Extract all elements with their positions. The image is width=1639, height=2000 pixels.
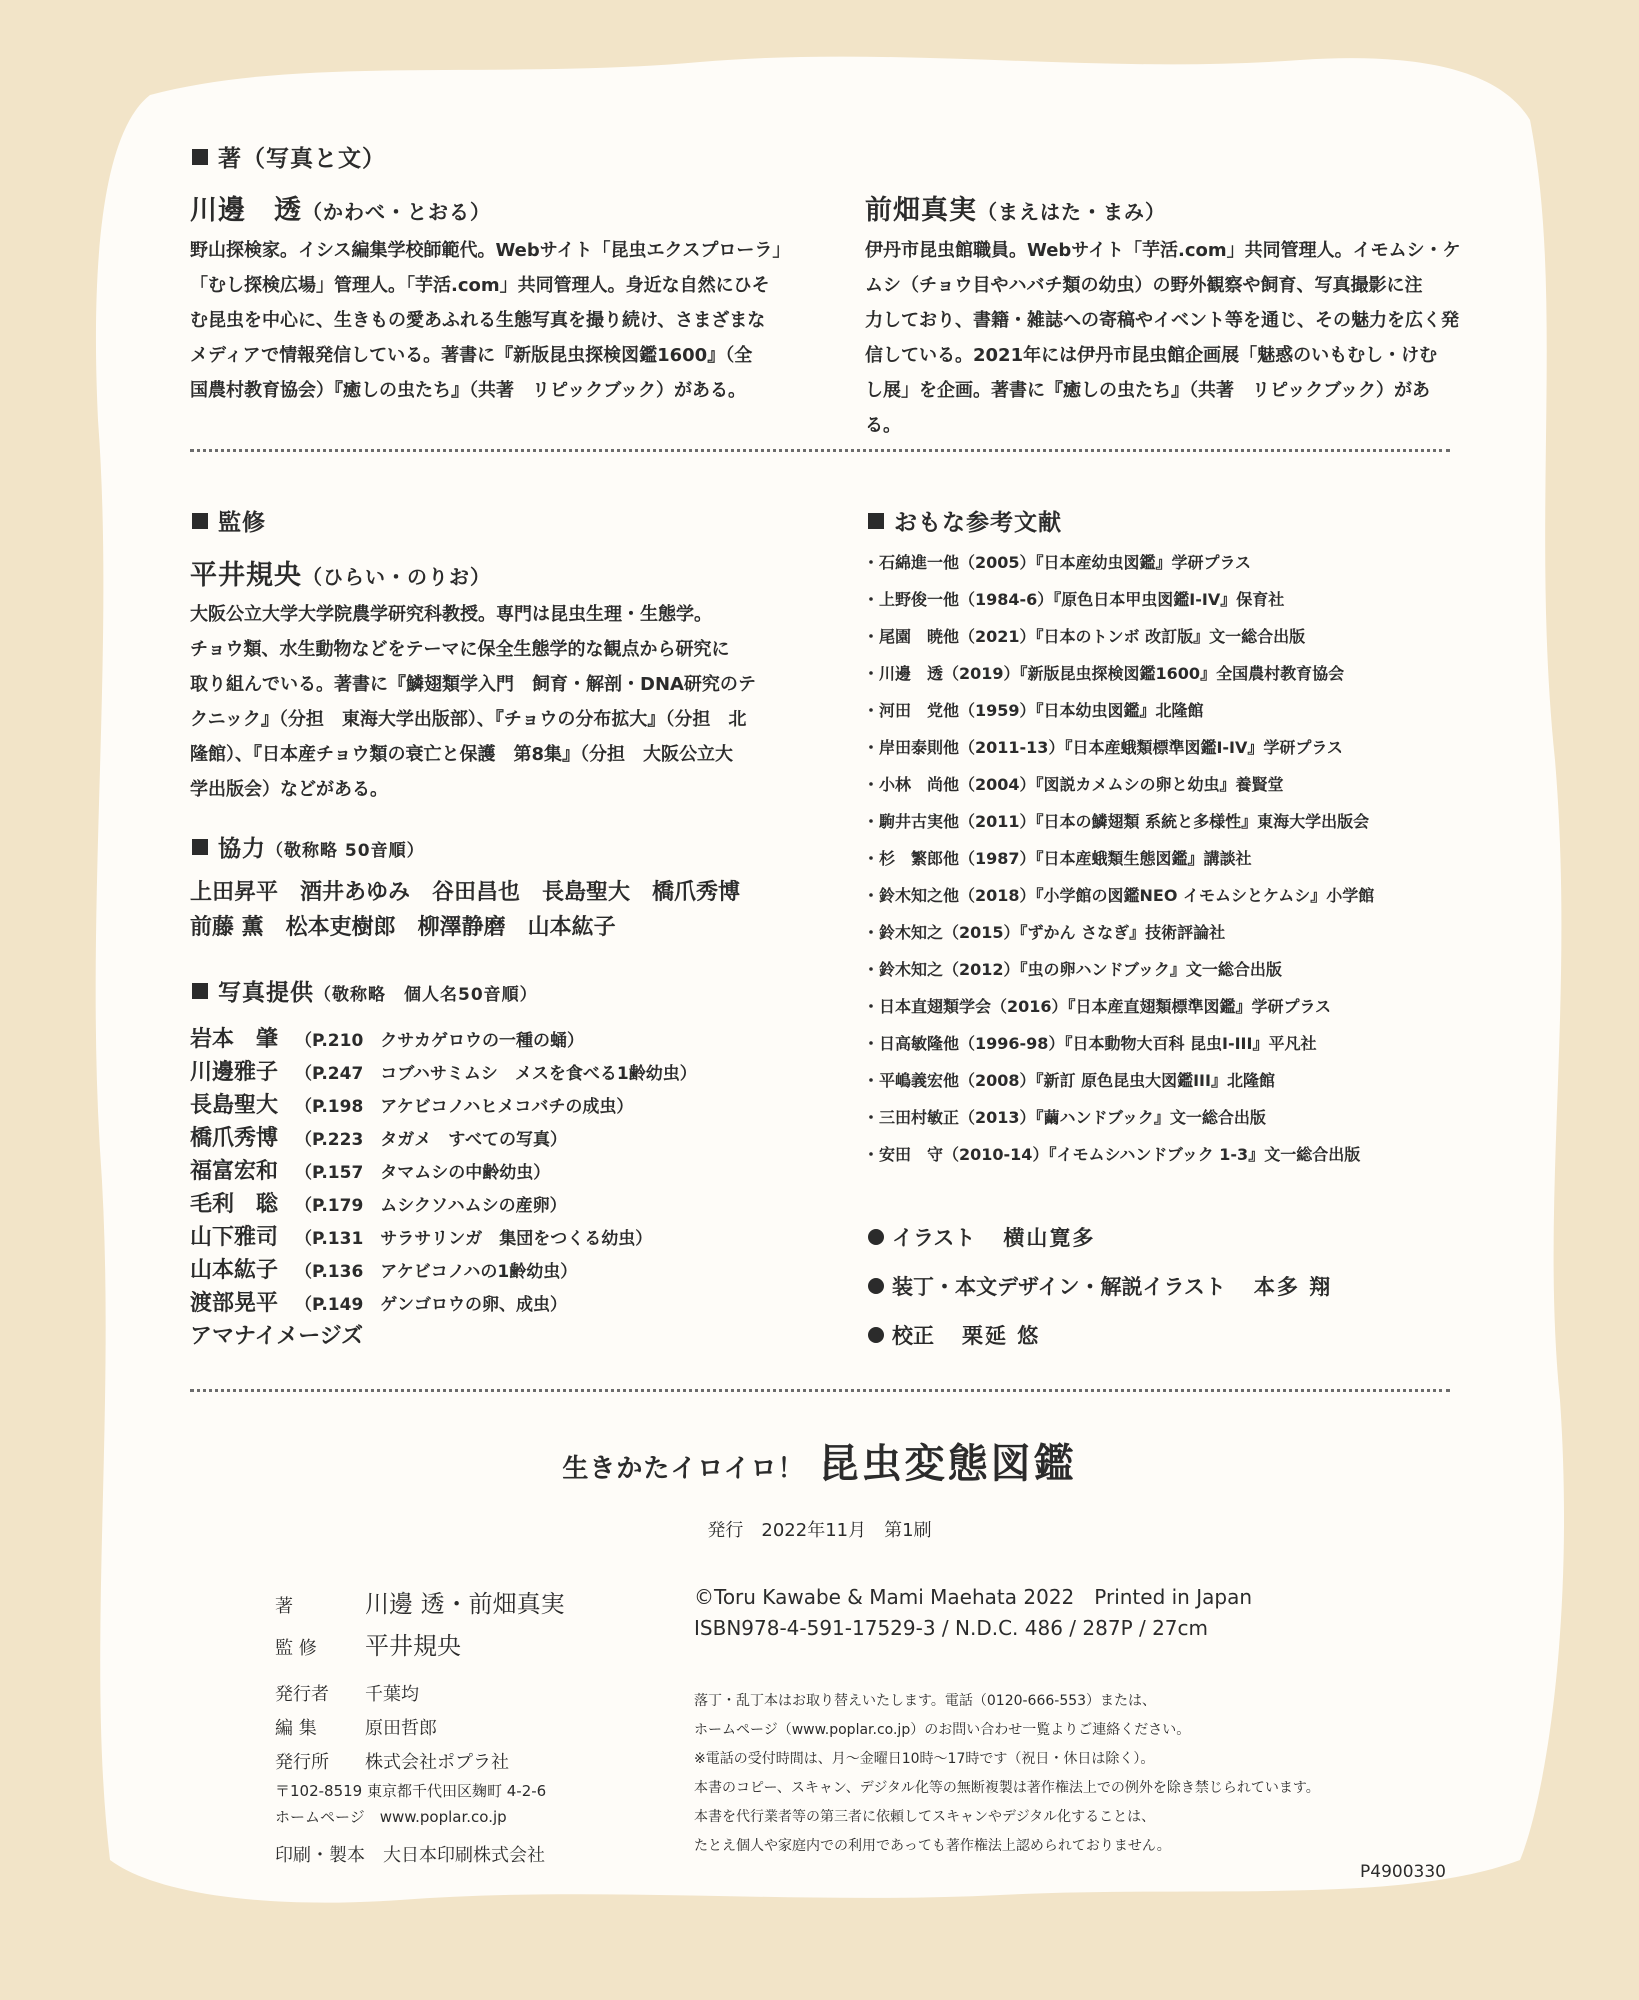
reference-item: ・鈴木知之他（2018）『小学館の図鑑NEO イモムシとケムシ』小学館 (863, 886, 1375, 905)
photo-credit-row: 山下雅司 （P.131 サラサリンガ 集団をつくる幼虫） (190, 1225, 653, 1250)
reference-item: ・駒井古実他（2011）『日本の鱗翅類 系統と多様性』東海大学出版会 (863, 812, 1370, 831)
dotted-divider (190, 449, 1450, 452)
reference-item: ・安田 守（2010-14）『イモムシハンドブック 1-3』文一総合出版 (863, 1145, 1361, 1164)
reference-item: ・鈴木知之（2012）『虫の卵ハンドブック』文一総合出版 (863, 960, 1282, 979)
colophon-publisher: 発行者 千葉均 (275, 1684, 419, 1705)
colophon-editor: 編 集 原田哲郎 (275, 1718, 437, 1739)
photo-credit-row: 山本紘子 （P.136 アケビコノハの1齢幼虫） (190, 1258, 578, 1283)
photos-heading: 写真提供（敬称略 個人名50音順） (192, 974, 538, 1007)
colophon-house: 発行所 株式会社ポプラ社 (275, 1752, 509, 1773)
colophon-credits (275, 1584, 565, 1867)
reference-item: ・石綿進一他（2005）『日本産幼虫図鑑』学研プラス (863, 553, 1252, 572)
photo-credit-list (190, 1022, 697, 1352)
photo-credit-row: 岩本 肇 （P.210 クサカゲロウの一種の蛹） (190, 1027, 584, 1052)
photo-credit-row: 長島聖大 （P.198 アケビコノハヒメコバチの成虫） (190, 1093, 634, 1118)
colophon-author: 著 川邊 透・前畑真実 (275, 1590, 565, 1618)
colophon-address: 〒102-8519 東京都千代田区麹町 4-2-6 (275, 1782, 547, 1800)
round-bullet-icon (868, 1327, 884, 1343)
photo-credit-row: 渡部晃平 （P.149 ゲンゴロウの卵、成虫） (190, 1291, 567, 1316)
credit-illustration: イラスト 横山寛多 (868, 1222, 1332, 1271)
reference-item: ・平嶋義宏他（2008）『新訂 原色昆虫大図鑑III』北隆館 (863, 1071, 1275, 1090)
reference-item: ・日高敏隆他（1996-98）『日本動物大百科 昆虫I-III』平凡社 (863, 1034, 1317, 1053)
square-bullet-icon (192, 513, 208, 529)
reference-list (863, 544, 1374, 1173)
square-bullet-icon (192, 983, 208, 999)
square-bullet-icon (868, 513, 884, 529)
edition-line: 発行 2022年11月 第1刷 (707, 1520, 932, 1541)
book-title: 生きかたイロイロ！ 昆虫変態図鑑 (562, 1441, 1077, 1487)
reference-item: ・川邊 透（2019）『新版昆虫探検図鑑1600』全国農村教育協会 (863, 664, 1345, 683)
colophon-printing: 印刷・製本 大日本印刷株式会社 (275, 1845, 545, 1866)
photo-credit-row: 毛利 聡 （P.179 ムシクソハムシの産卵） (190, 1192, 567, 1217)
photo-credit-row: アマナイメージズ (190, 1324, 364, 1349)
dotted-divider (190, 1389, 1450, 1392)
square-bullet-icon (192, 839, 208, 855)
author2-name: 前畑真実（まえはた・まみ） (865, 195, 1166, 226)
author1-bio: 野山探検家。イシス編集学校師範代。Webサイト「昆虫エクスプローラ」 「むし探検広場」管理人。「芋活.com」共同管理人。身近な自然にひそ む昆虫を中心に、生きもの愛あふれる生態写真を撮り続け、さまざまな メディアで情報発信している。著書に『新版昆虫探検図鑑1600』（全 国農村教育協会）『癒しの虫たち』（共著 リピックブック）がある。 (190, 240, 791, 401)
credit-proofreading: 校正 栗延 悠 (868, 1320, 1332, 1369)
reference-item: ・三田村敏正（2013）『繭ハンドブック』文一総合出版 (863, 1108, 1266, 1127)
photo-credit-row: 川邊雅子 （P.247 コブハサミムシ メスを食べる1齢幼虫） (190, 1060, 697, 1085)
staff-credits (868, 1222, 1332, 1369)
cooperation-list: 上田昇平 酒井あゆみ 谷田昌也 長島聖大 橋爪秀博 前藤 薫 松本吏樹郎 柳澤静磨 山本紘子 (190, 880, 741, 940)
supervisor-bio: 大阪公立大学大学院農学研究科教授。専門は昆虫生理・生態学。 チョウ類、水生動物などをテーマに保全生態学的な観点から研究に 取り組んでいる。著書に『鱗翅類学入門 飼育・解剖・DNA研究のテ クニック』（分担 東海大学出版部）、『チョウの分布拡大』（分担 北 隆館）、『日本産チョウ類の衰亡と保護 第8集』（分担 大阪公立大 学出版会）などがある。 (190, 604, 756, 800)
copyright-block (694, 1582, 1252, 1644)
legal-notices: 落丁・乱丁本はお取り替えいたします。電話（0120-666-553）または、 ホームページ（www.poplar.co.jp）のお問い合わせ一覧よりご連絡ください。 ※電話の受付時間は、月～金曜日10時～17時です（祝日・休日は除く）。 本書のコピー、スキャン、デジタル化等の無断複製は著作権法上での例外を除き禁じられています。 本書を代行業者等の第三者に依頼してスキャンやデジタル化することは、 たとえ個人や家庭内での利用であっても著作権法上認められておりません。 (694, 1693, 1320, 1854)
reference-item: ・日本直翅類学会（2016）『日本産直翅類標準図鑑』学研プラス (863, 997, 1332, 1016)
square-bullet-icon (192, 149, 208, 165)
product-code: P4900330 (1360, 1862, 1446, 1882)
reference-item: ・尾園 暁他（2021）『日本のトンボ 改訂版』文一総合出版 (863, 627, 1306, 646)
supervisor-heading: 監修 (192, 504, 266, 537)
colophon-supervisor: 監 修 平井規央 (275, 1632, 461, 1660)
reference-item: ・小林 尚他（2004）『図説カメムシの卵と幼虫』養賢堂 (863, 775, 1284, 794)
reference-item: ・岸田泰則他（2011-13）『日本産蛾類標準図鑑I-IV』学研プラス (863, 738, 1343, 757)
reference-item: ・鈴木知之（2015）『ずかん さなぎ』技術評論社 (863, 923, 1226, 942)
isbn-line: ISBN978-4-591-17529-3 / N.D.C. 486 / 287P / 27cm (694, 1616, 1209, 1640)
reference-item: ・河田 党他（1959）『日本幼虫図鑑』北隆館 (863, 701, 1204, 720)
round-bullet-icon (868, 1278, 884, 1294)
author2-bio: 伊丹市昆虫館職員。Webサイト「芋活.com」共同管理人。イモムシ・ケ ムシ（チョウ目やハバチ類の幼虫）の野外観察や飼育、写真撮影に注 力しており、書籍・雑誌への寄稿やイベント等を通じ、その魅力を広く発 信している。2021年には伊丹市昆虫館企画展「魅惑のいもむし・けむ し展」を企画。著書に『癒しの虫たち』（共著 リピックブック）がある。 (865, 240, 1461, 436)
credit-design: 装丁・本文デザイン・解説イラスト 本多 翔 (868, 1271, 1332, 1320)
cooperation-heading: 協力（敬称略 50音順） (192, 830, 425, 863)
references-heading: おもな参考文献 (868, 504, 1062, 537)
reference-item: ・杉 繁郎他（1987）『日本産蛾類生態図鑑』講談社 (863, 849, 1252, 868)
photo-credit-row: 福富宏和 （P.157 タマムシの中齢幼虫） (190, 1159, 551, 1184)
round-bullet-icon (868, 1229, 884, 1245)
colophon-homepage: ホームページ www.poplar.co.jp (275, 1808, 507, 1826)
author1-name: 川邊 透（かわべ・とおる） (190, 195, 491, 226)
authors-heading: 著（写真と文） (192, 140, 386, 173)
supervisor-name: 平井規央（ひらい・のりお） (190, 560, 491, 591)
reference-item: ・上野俊一他（1984-6）『原色日本甲虫図鑑I-IV』保育社 (863, 590, 1285, 609)
copyright-line: ©Toru Kawabe & Mami Maehata 2022 Printed in Japan (694, 1585, 1252, 1609)
photo-credit-row: 橋爪秀博 （P.223 タガメ すべての写真） (190, 1126, 567, 1151)
